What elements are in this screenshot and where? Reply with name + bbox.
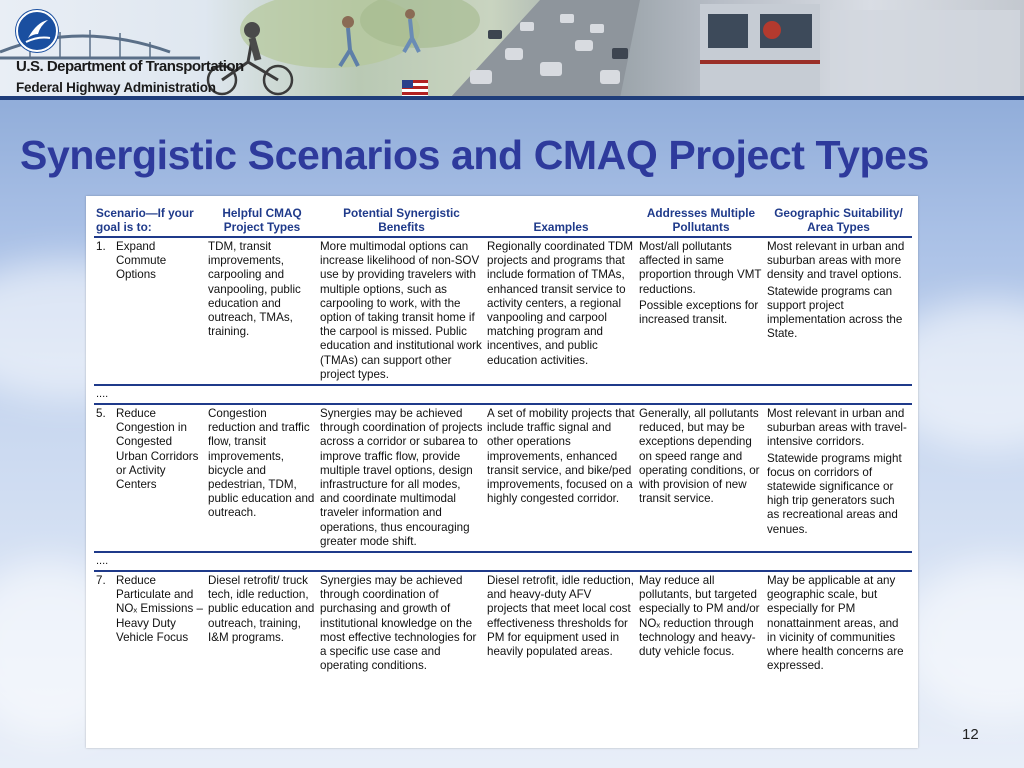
scenario-number: 7. — [96, 574, 106, 588]
scenario-number: 1. — [96, 240, 106, 253]
scenario-text: Reduce Particulate and NOₓ Emissions – Heavy Duty Vehicle Focus — [116, 574, 203, 644]
column-header-benefits: Potential Synergistic Benefits — [318, 204, 485, 237]
table-row — [94, 571, 912, 677]
examples-cell: Regionally coordinated TDM projects and programs that include formation of TMAs, enhanced transit service to activity centers, a regional vanpooling and carpool matching program and incentives, and public education activities. — [487, 240, 634, 367]
page-number: 12 — [962, 726, 979, 743]
scenario-cell — [94, 404, 206, 552]
scenario-cell — [94, 571, 206, 677]
examples-cell: A set of mobility projects that include traffic signal and other operations improvements, enhanced transit service, and bike/ped improvements, focused on a highly congested corridor. — [487, 407, 635, 506]
ellipsis-marker: .... — [94, 385, 912, 404]
pollutants-paragraph: Possible exceptions for increased transit. — [639, 298, 759, 327]
scenario-text: Expand Commute Options — [116, 240, 167, 282]
geography-paragraph: May be applicable at any geographic scale, but especially for PM nonattainment areas, and in vicinity of communities where health concerns are expressed. — [767, 574, 904, 673]
scenario-text: Reduce Congestion in Congested Urban Corridors or Activity Centers — [116, 407, 199, 492]
benefits-cell: More multimodal options can increase likelihood of non-SOV use by providing travelers with multiple options, such as carpooling to work, with the option of taking transit home if the carpool is missed. Public education and institutional work (TMAs) can support other project types. — [320, 240, 482, 381]
pollutants-paragraph: May reduce all pollutants, but targeted especially to PM and/or NOₓ reduction through technology and heavy-duty vehicle focus. — [639, 574, 760, 659]
ellipsis-row — [94, 552, 912, 571]
slide-title: Synergistic Scenarios and CMAQ Project Types — [20, 132, 929, 178]
pollutants-cell — [637, 237, 765, 385]
column-header-scenario: Scenario—If your goal is to: — [94, 204, 206, 237]
scenario-cell — [94, 237, 206, 385]
benefits-cell: Synergies may be achieved through coordination of projects across a corridor or subarea to improve traffic flow, provide multiple travel options, design infrastructure for all modes, and coordinate multimodal traveler information and operations, thus encouraging greater mode shift. — [320, 407, 483, 548]
table-row — [94, 237, 912, 385]
geography-paragraph: Statewide programs might focus on corridors of statewide significance or high trip generators such as recreational areas and venues. — [767, 451, 902, 536]
scenario-number: 5. — [96, 407, 106, 421]
table-header-row — [94, 204, 912, 237]
project-types-cell: Diesel retrofit/ truck tech, idle reduction, public education and outreach, training, I&M programs. — [208, 574, 315, 644]
geography-cell — [765, 237, 912, 385]
scenarios-table — [94, 204, 912, 677]
ellipsis-row — [94, 385, 912, 404]
table-row — [94, 404, 912, 552]
geography-paragraph: Most relevant in urban and suburban areas with travel-intensive corridors. — [767, 407, 907, 449]
geography-paragraph: Most relevant in urban and suburban areas with more density and travel options. — [767, 240, 905, 282]
ellipsis-marker: .... — [94, 552, 912, 571]
banner-divider — [0, 96, 1024, 100]
agency-name: U.S. Department of Transportation — [16, 58, 244, 75]
column-header-examples: Examples — [485, 204, 637, 237]
pollutants-paragraph: Most/all pollutants affected in same proportion through VMT reductions. — [639, 240, 762, 296]
geography-paragraph: Statewide programs can support project implementation across the State. — [767, 284, 903, 341]
table-panel — [86, 196, 918, 748]
project-types-cell: Congestion reduction and traffic flow, transit improvements, bicycle and pedestrian, TDM, public education and outreach. — [208, 407, 315, 520]
column-header-pollutants: Addresses Multiple Pollutants — [637, 204, 765, 237]
pollutants-paragraph: Generally, all pollutants reduced, but may be exceptions depending on speed range and operating conditions, or with provision of new transit service. — [639, 407, 760, 506]
column-header-geography: Geographic Suitability/ Area Types — [765, 204, 912, 237]
background-cloud — [900, 560, 1024, 720]
pollutants-cell — [637, 571, 765, 677]
examples-cell: Diesel retrofit, idle reduction, and heavy-duty AFV projects that meet local cost effectiveness thresholds for PM for equipment used in heavily populated areas. — [487, 574, 634, 659]
administration-name: Federal Highway Administration — [16, 80, 216, 95]
geography-cell — [765, 571, 912, 677]
column-header-project-types: Helpful CMAQ Project Types — [206, 204, 318, 237]
project-types-cell: TDM, transit improvements, carpooling and vanpooling, public education and outreach, TMAs, training. — [208, 240, 301, 339]
header-banner — [0, 0, 1024, 98]
benefits-cell: Synergies may be achieved through coordination of purchasing and growth of institutional knowledge on the most effective technologies for a specific use case and operating conditions. — [320, 574, 477, 673]
dot-logo-icon — [16, 10, 58, 52]
pollutants-cell — [637, 404, 765, 552]
geography-cell — [765, 404, 912, 552]
